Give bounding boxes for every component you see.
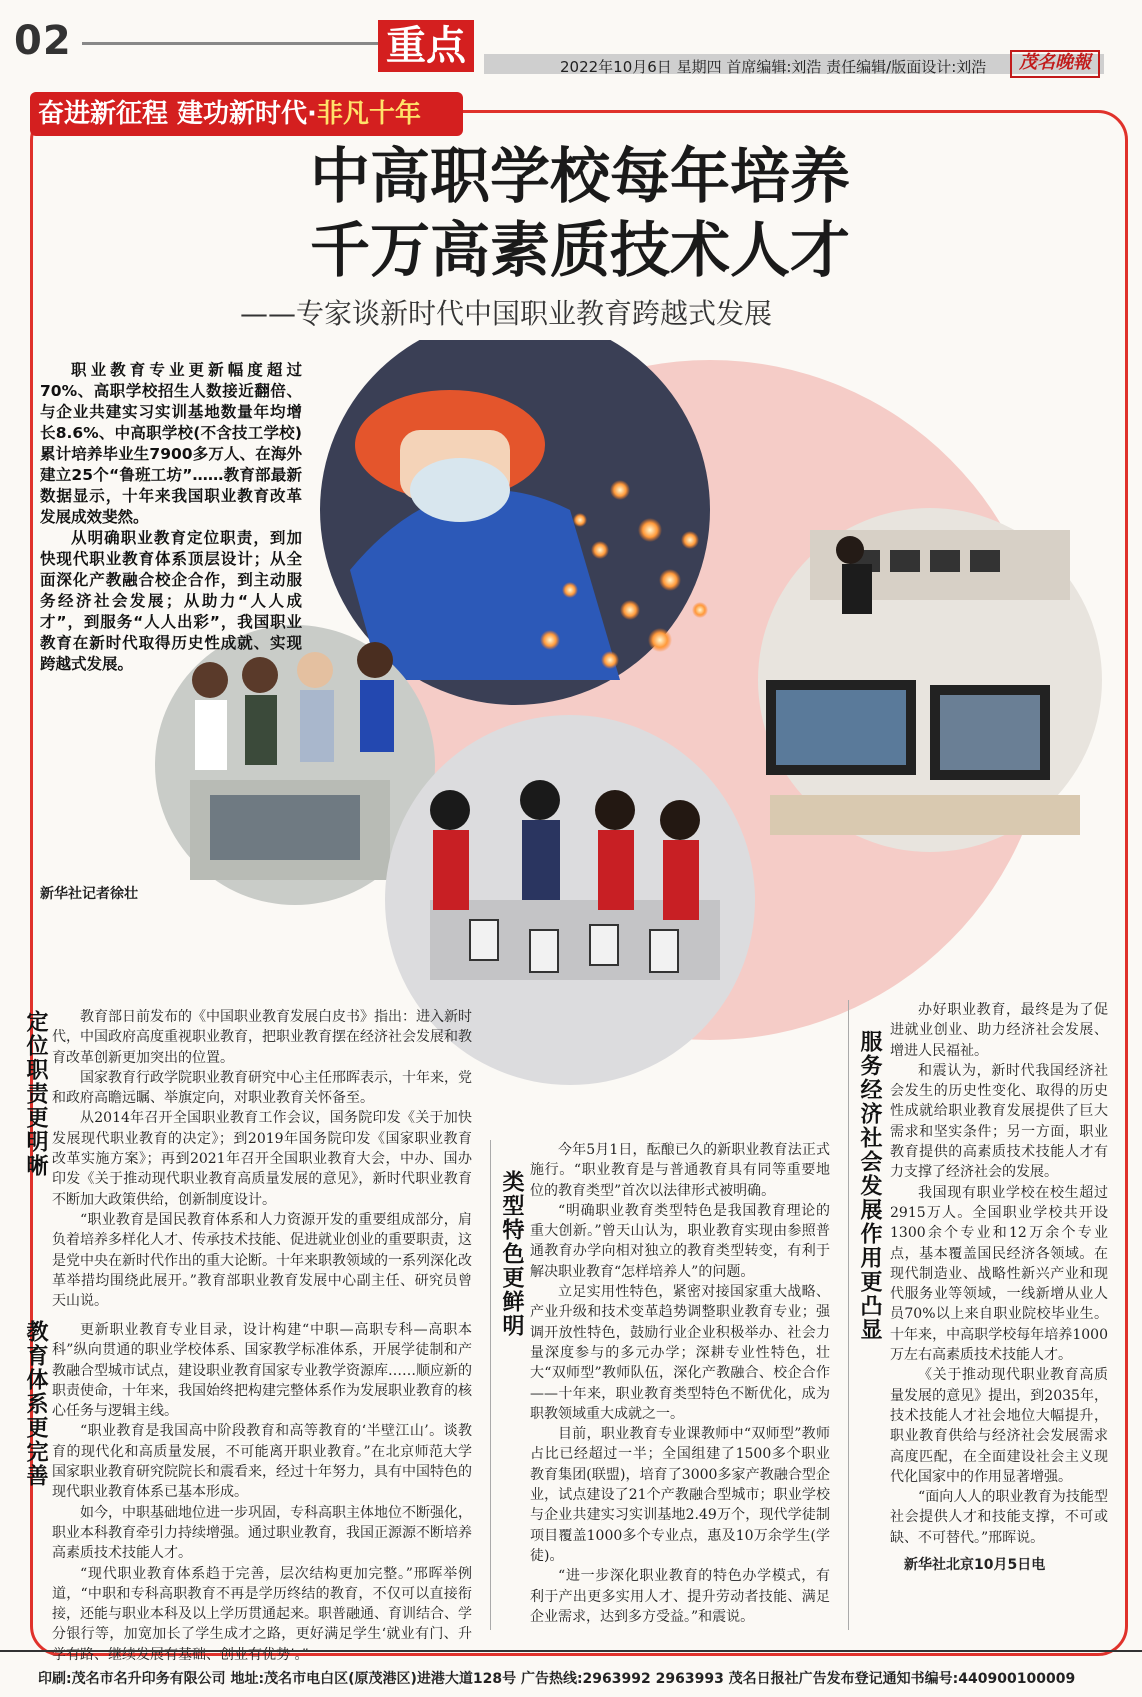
- subheadline: ——专家谈新时代中国职业教育跨越式发展: [240, 297, 773, 330]
- news-dateline: 新华社北京10月5日电: [904, 1557, 1046, 1574]
- footer-text: 印刷:茂名市名升印务有限公司 地址:茂名市电白区(原茂港区)进港大道128号 广告热线:2963992 2963993 茂名日报社广告发布登记通知书编号:440900100009: [38, 1671, 1076, 1687]
- section-3-body: [530, 1140, 830, 1627]
- section-4-paragraph: 《关于推动现代职业教育高质量发展的意见》提出，到2035年，技术技能人才社会地位大幅提升，职业教育供给与经济社会发展需求高度匹配，在全面建设社会主义现代化国家中的作用显著增强。: [890, 1367, 1108, 1485]
- section-3-paragraph: 目前，职业教育专业课教师中“双师型”教师占比已经超过一半；全国组建了1500多个职业教育集团(联盟)，培育了3000多家产教融合型企业，试点建设了21个产教融合型城市；职业学校与企业共建实习实训基地2.49万个，现代学徒制项目覆盖1000多个专业点，惠及10万余学生(学徒)。: [530, 1426, 830, 1564]
- section-2-paragraph: “职业教育是我国高中阶段教育和高等教育的‘半壁江山’。谈教育的现代化和高质量发展，不可能离开职业教育。”在北京师范大学国家职业教育研究院院长和震看来，经过十年努力，具有中国特色的现代职业教育体系已基本形成。: [52, 1423, 472, 1501]
- headline-line1: 中高职学校每年培养: [310, 142, 850, 212]
- lead-paragraph-1: 职业教育专业更新幅度超过70%、高职学校招生人数接近翻倍、与企业共建实习实训基地数量年均增长8.6%、中高职学校(不含技工学校)累计培养毕业生7900多万人、在海外建立25个“鲁班工坊”……教育部最新数据显示，十年来我国职业教育改革发展成效斐然。: [40, 361, 302, 526]
- section-4-paragraph: 和震认为，新时代我国经济社会发生的历史性变化、取得的历史性成就给职业教育发展提供了巨大需求和坚实条件；另一方面，职业教育提供的高素质技术技能人才有力支撑了经济社会的发展。: [890, 1062, 1108, 1181]
- section-1-paragraph: 从2014年召开全国职业教育工作会议，国务院印发《关于加快发展现代职业教育的决定》；到2019年国务院印发《国家职业教育改革实施方案》；再到2021年召开全国职业教育大会，中办、国办印发《关于推动现代职业教育高质量发展的意见》，新时代职业教育不断加大政策供给，创新制度设计。: [52, 1110, 472, 1208]
- section-4-paragraph: 我国现有职业学校在校生超过2915万人。全国职业学校共开设1300余个专业和12万余个专业点，基本覆盖国民经济各领域。在现代制造业、战略性新兴产业和现代服务业等领域，一线新增从业人员70%以上来自职业院校毕业生。十年来，中高职学校每年培养1000万左右高素质技术技能人才。: [890, 1184, 1108, 1364]
- section-2-paragraph: 如今，中职基础地位进一步巩固，专科高职主体地位不断强化，职业本科教育牵引力持续增强。通过职业教育，我国正源源不断培养高素质技术技能人才。: [52, 1504, 472, 1562]
- section-4-paragraph: 办好职业教育，最终是为了促进就业创业、助力经济社会发展、增进人民福祉。: [890, 1002, 1108, 1059]
- paper-logo: 茂名晚報: [1010, 50, 1100, 78]
- section-2-body: [52, 1320, 472, 1665]
- banner-highlight: 非凡十年: [316, 99, 421, 129]
- section-4-paragraph: “面向人人的职业教育为技能型社会提供人才和技能支撑，不可或缺、不可替代。”邢晖说。: [890, 1489, 1108, 1546]
- column-divider: [848, 1000, 849, 1630]
- section-3-paragraph: 立足实用性特色，紧密对接国家重大战略、产业升级和技术变革趋势调整职业教育专业；强调开放性特色，鼓励行业企业积极举办、社会力量深度参与的多元办学；深耕专业性特色，壮大“双师型”教师队伍，深化产教融合、校企合作——十年来，职业教育类型特色不断优化，成为职教领域重大成就之一。: [530, 1284, 830, 1422]
- date-editors: 2022年10月6日 星期四 首席编辑:刘浩 责任编辑/版面设计:刘浩: [560, 58, 987, 76]
- page-number: 02: [14, 18, 72, 64]
- section-1-paragraph: 国家教育行政学院职业教育研究中心主任邢晖表示，十年来，党和政府高瞻远瞩、举旗定向，对职业教育关怀备至。: [52, 1069, 472, 1107]
- column-divider: [490, 1140, 491, 1630]
- banner-main: 奋进新征程 建功新时代·: [38, 99, 317, 129]
- topic-banner: [30, 92, 463, 136]
- footer: [0, 1650, 1142, 1697]
- section-1-body: [52, 1007, 472, 1311]
- lead-paragraph-2: 从明确职业教育定位职责，到加快现代职业教育体系顶层设计；从全面深化产教融合校企合作，到主动服务经济社会发展；从助力“人人成才”，到服务“人人出彩”，我国职业教育在新时代取得历史性成就、实现跨越式发展。: [40, 529, 302, 673]
- section-3-paragraph: “进一步深化职业教育的特色办学模式，有利于产出更多实用人才、提升劳动者技能、满足企业需求，达到多方受益。”和震说。: [530, 1568, 830, 1625]
- section-label: 重点: [378, 20, 474, 72]
- headline: [60, 140, 1100, 288]
- section-title-3: 类型特色更鲜明: [499, 1170, 524, 1338]
- section-title-2: 教育体系更完善: [23, 1320, 48, 1488]
- section-1-paragraph: 教育部日前发布的《中国职业教育发展白皮书》指出：进入新时代，中国政府高度重视职业教育，把职业教育摆在经济社会发展和教育改革创新更加突出的位置。: [52, 1009, 472, 1066]
- header-rule: [82, 42, 382, 45]
- section-title-4: 服务经济社会发展作用更凸显: [857, 1030, 882, 1342]
- computer-class-photo: [758, 508, 1102, 852]
- section-4-body: [890, 1000, 1108, 1574]
- headline-line2: 千万高素质技术人才: [310, 216, 850, 286]
- section-3-paragraph: “明确职业教育类型特色是我国教育理论的重大创新。”曾天山认为，职业教育实现由参照普通教育办学向相对独立的教育类型转变，有利于解决职业教育“怎样培养人”的问题。: [530, 1202, 830, 1280]
- section-title-1: 定位职责更明晰: [23, 1010, 48, 1178]
- section-1-paragraph: “职业教育是国民教育体系和人力资源开发的重要组成部分，肩负着培养多样化人才、传承技术技能、促进就业创业的重要职责，这是党中央在新时代作出的重大论断。十年来职教领域的一系列深化改革举措均围绕此展开。”教育部职业教育发展中心副主任、研究员曾天山说。: [52, 1211, 472, 1310]
- byline: 新华社记者徐壮: [40, 886, 138, 902]
- lead-text: [40, 360, 302, 675]
- section-2-paragraph: “现代职业教育体系趋于完善，层次结构更加完整。”邢晖举例道，“中职和专科高职教育不再是学历终结的教育，不仅可以直接衔接，还能与职业本科及以上学历贯通起来。职普融通、育训结合、学分银行等，加宽加长了学生成才之路，更好满足学生‘就业有门、升学有路、继续发展有基础、创业有优势’。”: [52, 1565, 472, 1663]
- section-3-paragraph: 今年5月1日，酝酿已久的新职业教育法正式施行。“职业教育是与普通教育具有同等重要地位的教育类型”首次以法律形式被明确。: [530, 1142, 830, 1199]
- section-2-paragraph: 更新职业教育专业目录，设计构建“中职—高职专科—高职本科”纵向贯通的职业学校体系、国家教学标准体系，开展学徒制和产教融合型城市试点，建设职业教育国家专业教学资源库……顺应新的职责使命，十年来，我国始终把构建完整体系作为发展职业教育的核心任务与逻辑主线。: [52, 1322, 472, 1420]
